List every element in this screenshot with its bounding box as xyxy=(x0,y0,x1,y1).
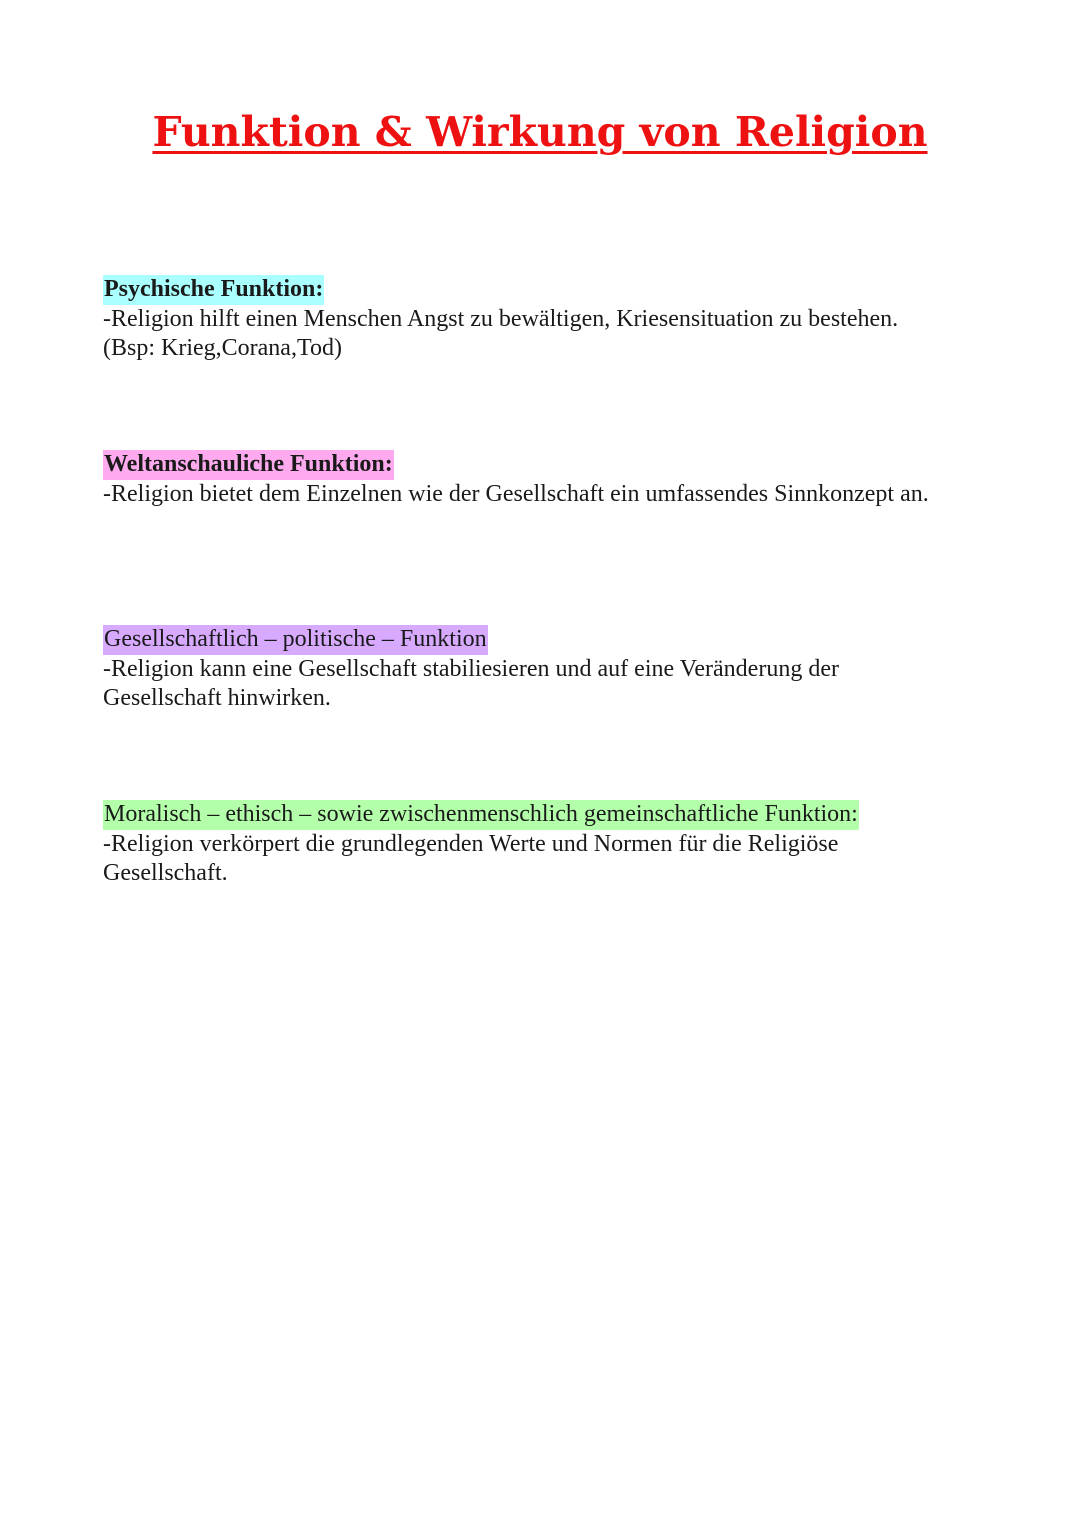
section-gesellschaftlich-politische-funktion xyxy=(103,625,1003,714)
section-heading: Moralisch – ethisch – sowie zwischenmenschlich gemeinschaftliche Funktion: xyxy=(103,800,859,830)
section-text-line: Gesellschaft hinwirken. xyxy=(103,685,331,711)
section-text-line: -Religion hilft einen Menschen Angst zu bewältigen, Kriesensituation zu bestehen. xyxy=(103,305,899,332)
page-title: Funktion & Wirkung von Religion xyxy=(152,108,928,156)
section-psychische-funktion xyxy=(103,275,1003,364)
section-heading: Gesellschaftlich – politische – Funktion xyxy=(103,625,488,655)
section-moralisch-ethische-funktion xyxy=(103,800,1003,889)
section-weltanschauliche-funktion xyxy=(103,450,1003,509)
section-text-line: -Religion kann eine Gesellschaft stabiliesieren und auf eine Veränderung der xyxy=(103,655,839,682)
section-text-line: -Religion verkörpert die grundlegenden Werte und Normen für die Religiöse xyxy=(103,830,839,857)
section-heading: Weltanschauliche Funktion: xyxy=(103,450,394,480)
section-heading: Psychische Funktion: xyxy=(103,275,324,305)
section-text-line: Gesellschaft. xyxy=(103,860,228,886)
section-text-line: -Religion bietet dem Einzelnen wie der Gesellschaft ein umfassendes Sinnkonzept an. xyxy=(103,480,929,507)
section-text-line: (Bsp: Krieg,Corana,Tod) xyxy=(103,335,342,361)
